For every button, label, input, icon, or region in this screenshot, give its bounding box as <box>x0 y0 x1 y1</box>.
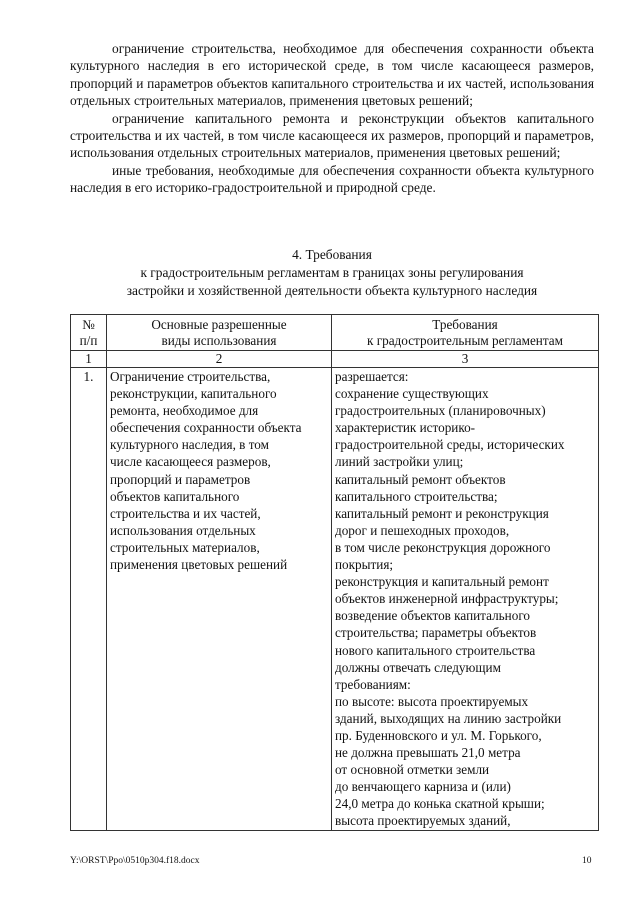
column-number: 3 <box>332 351 599 368</box>
text-line: Ограничение строительства, <box>110 369 271 384</box>
text-line: зданий, выходящих на линию застройки <box>335 710 562 726</box>
text-line: от основной отметки земли <box>335 762 490 778</box>
text-line: дорог и пешеходных проходов, <box>335 522 510 538</box>
text-line: реконструкции, капитального <box>110 386 277 402</box>
text-line: строительства; параметры объектов <box>335 625 537 641</box>
section-heading <box>70 246 594 300</box>
text-line: капитальный ремонт и реконструкция <box>335 505 549 521</box>
text-line: не должна превышать 21,0 метра <box>335 745 521 761</box>
header-requirements <box>332 315 599 351</box>
text-line: объектов капитального <box>110 488 240 504</box>
section-subtitle-line: застройки и хозяйственной деятельности объекта культурного наследия <box>126 283 538 298</box>
text-line: градостроительных (планировочных) <box>335 403 546 419</box>
text-line: возведение объектов капитального <box>335 608 530 624</box>
permitted-use-cell <box>107 368 332 831</box>
text-line: пр. Буденновского и ул. М. Горького, <box>335 727 542 743</box>
text-line: разрешается: <box>335 369 409 384</box>
header-text: виды использования <box>161 333 277 348</box>
column-number: 2 <box>107 351 332 368</box>
header-permitted-uses <box>107 315 332 351</box>
text-line: в том числе реконструкция дорожного <box>335 539 551 555</box>
text-line: градостроительной среды, исторических <box>335 437 565 453</box>
text-line: капитальный ремонт объектов <box>335 471 506 487</box>
header-number <box>71 315 107 351</box>
text-line: должны отвечать следующим <box>335 659 501 675</box>
section-title: 4. Требования <box>292 247 372 262</box>
header-text: № <box>82 317 95 332</box>
text-line: объектов инженерной инфраструктуры; <box>335 591 559 607</box>
intro-text <box>70 40 594 197</box>
table-header-row <box>71 315 599 351</box>
text-line: обеспечения сохранности объекта <box>110 420 302 436</box>
intro-paragraph: ограничение капитального ремонта и реконструкции объектов капитального строительства и их частей, в том числе касающееся их размеров, пропорций и параметров, использования отдельных строительных материалов, применения цветовых решений; <box>70 110 594 161</box>
text-line: линий застройки улиц; <box>335 454 464 470</box>
text-line: реконструкция и капитальный ремонт <box>335 574 549 590</box>
text-line: нового капитального строительства <box>335 642 536 658</box>
section-subtitle-line: к градостроительным регламентам в границах зоны регулирования <box>140 265 524 280</box>
table-row <box>71 368 599 831</box>
text-line: до венчающего карниза и (или) <box>335 779 511 795</box>
text-line: покрытия; <box>335 557 394 573</box>
text-line: высота проектируемых зданий, <box>335 813 511 829</box>
text-line: строительства и их частей, <box>110 505 261 521</box>
text-line: характеристик историко- <box>335 420 476 436</box>
text-line: применения цветовых решений <box>110 557 288 573</box>
text-line: 24,0 метра до конька скатной крыши; <box>335 796 545 812</box>
regulations-table <box>70 314 599 831</box>
header-text: к градостроительным регламентам <box>367 333 563 348</box>
text-line: культурного наследия, в том <box>110 437 269 453</box>
column-numbers-row <box>71 351 599 368</box>
text-line: по высоте: высота проектируемых <box>335 693 529 709</box>
column-number: 1 <box>71 351 107 368</box>
text-line: капитального строительства; <box>335 488 498 504</box>
text-line: пропорций и параметров <box>110 471 251 487</box>
header-text: п/п <box>79 333 98 348</box>
page-number: 10 <box>582 856 592 866</box>
row-number: 1. <box>71 368 107 831</box>
text-line: сохранение существующих <box>335 386 489 402</box>
header-text: Основные разрешенные <box>151 317 287 332</box>
text-line: числе касающееся размеров, <box>110 454 271 470</box>
text-line: использования отдельных <box>110 522 256 538</box>
footer-file-path: Y:\ORST\Ppo\0510p304.f18.docx <box>70 856 200 866</box>
requirements-cell <box>332 368 599 831</box>
text-line: строительных материалов, <box>110 539 260 555</box>
intro-paragraph: ограничение строительства, необходимое для обеспечения сохранности объекта культурного наследия в его исторической среде, в том числе касающееся размеров, пропорций и параметров объектов капитального строительства и их частей, использования отдельных строительных материалов, применения цветовых решений; <box>70 41 594 109</box>
text-line: ремонта, необходимое для <box>110 403 259 419</box>
text-line: требованиям: <box>335 676 411 692</box>
intro-paragraph: иные требования, необходимые для обеспечения сохранности объекта культурного наследия в его историко-градостроительной и природной среде. <box>70 162 594 196</box>
header-text: Требования <box>432 317 498 332</box>
